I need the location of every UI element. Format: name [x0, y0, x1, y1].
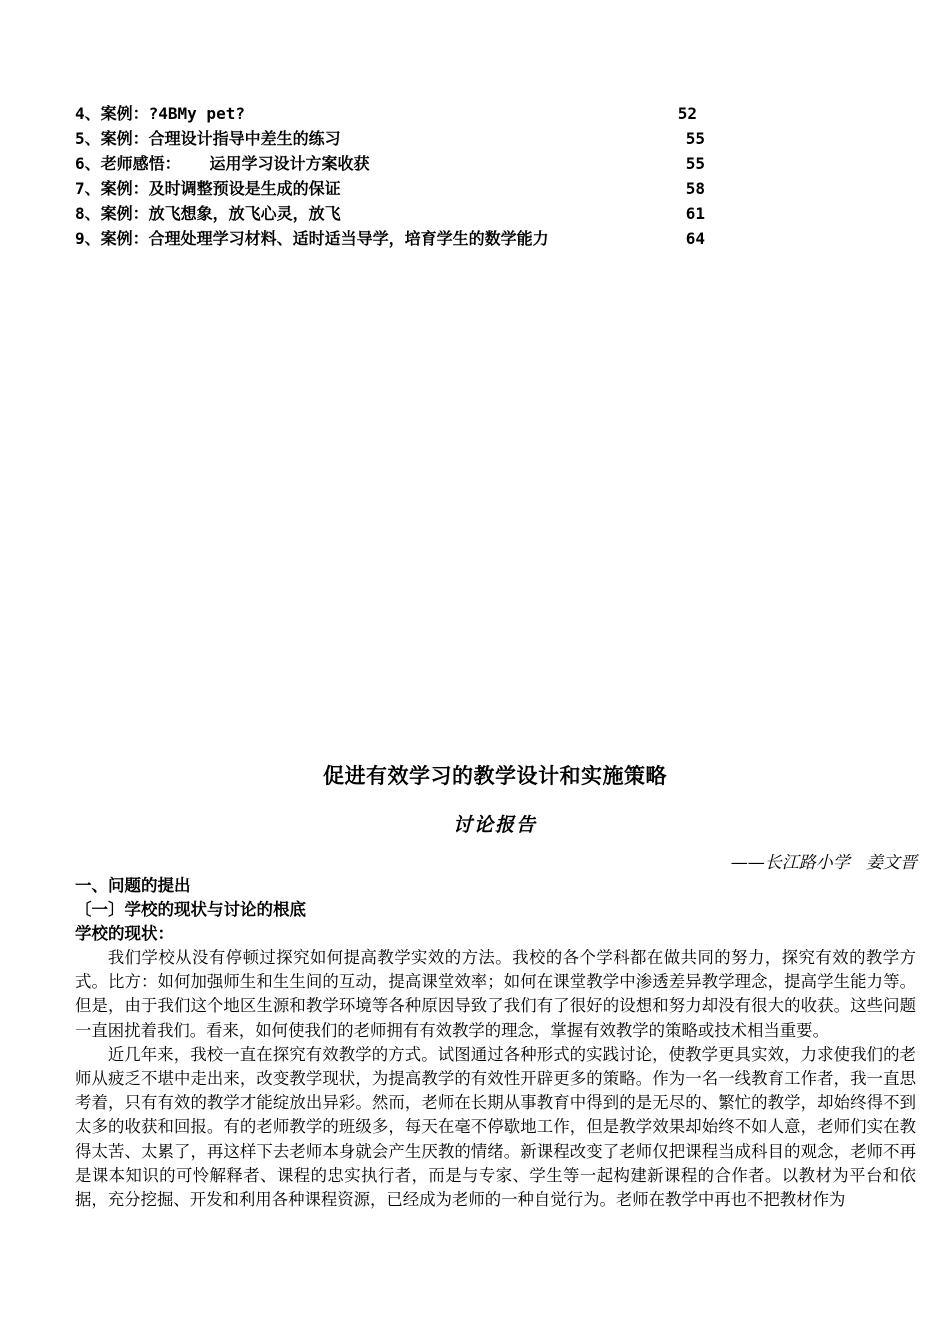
- article-author: ——长江路小学 姜文晋: [730, 853, 917, 873]
- toc-entry-page: 58: [685, 179, 705, 198]
- toc-entry-page: 52: [677, 104, 697, 123]
- toc-entry-title: 6、老师感悟： 运用学习设计方案收获: [75, 154, 370, 173]
- toc-entry: [75, 176, 715, 201]
- toc-entry: [75, 151, 715, 176]
- toc-entry-title: 4、案例：?4BMy pet?: [75, 104, 245, 123]
- section-heading: 一、问题的提出: [75, 876, 191, 895]
- article-body: [75, 946, 916, 1212]
- table-of-contents: [75, 101, 715, 251]
- toc-entry-page: 55: [685, 129, 705, 148]
- article-subtitle: 讨论报告: [452, 814, 537, 836]
- toc-entry: [75, 101, 715, 126]
- body-paragraph: 近几年来，我校一直在探究有效教学的方式。试图通过各种形式的实践讨论，使教学更具实效，力求使我们的老师从疲乏不堪中走出来，改变教学现状，为提高教学的有效性开辟更多的策略。作为一名一线教育工作者，我一直思考着，只有有效的教学才能绽放出异彩。然而，老师在长期从事教育中得到的是无尽的、繁忙的教学，却始终得不到太多的收获和回报。有的老师教学的班级多，每天在毫不停歇地工作，但是教学效果却始终不如人意，老师们实在教得太苦、太累了，再这样下去老师本身就会产生厌教的情绪。新课程改变了老师仅把课程当成科目的观念，老师不再是课本知识的可怜解释者、课程的忠实执行者，而是与专家、学生等一起构建新课程的合作者。以教材为平台和依据，充分挖掘、开发和利用各种课程资源，已经成为老师的一种自觉行为。老师在教学中再也不把教材作为: [75, 1044, 916, 1210]
- toc-entry: [75, 201, 715, 226]
- toc-entry-title: 8、案例：放飞想象，放飞心灵，放飞: [75, 204, 341, 223]
- toc-entry-title: 5、案例：合理设计指导中差生的练习: [75, 129, 341, 148]
- article-title: 促进有效学习的教学设计和实施策略: [323, 764, 667, 788]
- toc-entry-page: 61: [685, 204, 705, 223]
- paragraph-label: 学校的现状：: [75, 924, 174, 943]
- toc-entry-page: 64: [685, 229, 705, 248]
- toc-entry: [75, 226, 715, 251]
- subsection-heading: 〔一〕学校的现状与讨论的根底: [75, 900, 306, 919]
- toc-entry-page: 55: [685, 154, 705, 173]
- body-paragraph: 我们学校从没有停顿过探究如何提高教学实效的方法。我校的各个学科都在做共同的努力，探究有效的教学方式。比方：如何加强师生和生生间的互动，提高课堂效率；如何在课堂教学中渗透差异教学理念，提高学生能力等。但是，由于我们这个地区生源和教学环境等各种原因导致了我们有了很好的设想和努力却没有很大的收获。这些问题一直困扰着我们。看来，如何使我们的老师拥有有效教学的理念，掌握有效教学的策略或技术相当重要。: [75, 948, 916, 1040]
- toc-entry-title: 7、案例：及时调整预设是生成的保证: [75, 179, 341, 198]
- toc-entry-title: 9、案例：合理处理学习材料、适时适当导学，培育学生的数学能力: [75, 229, 549, 248]
- toc-entry: [75, 126, 715, 151]
